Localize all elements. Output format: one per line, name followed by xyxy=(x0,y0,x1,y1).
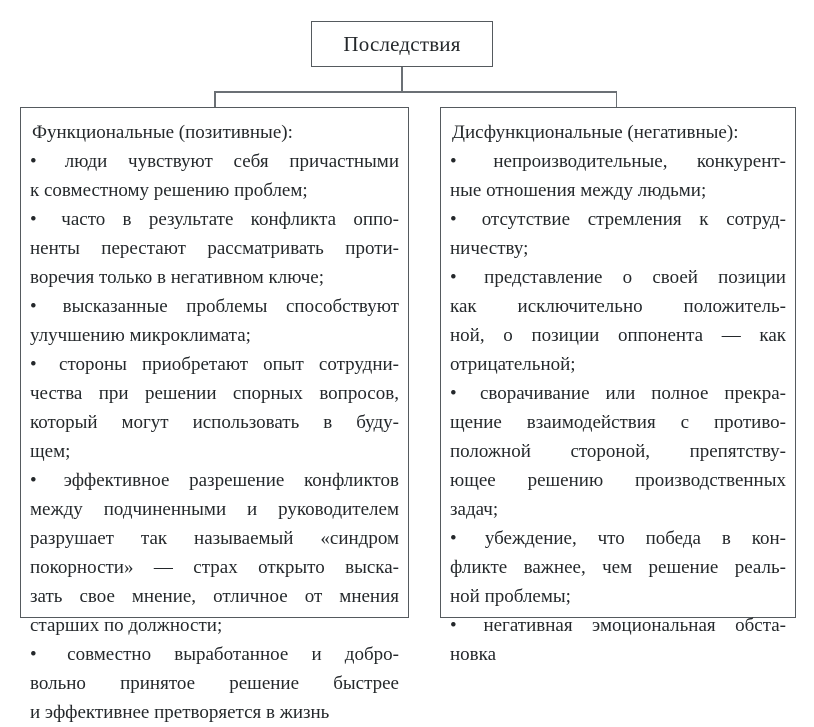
bullet-glyph-icon: • xyxy=(450,267,457,288)
panel-functional-heading: Функциональные (позитивные): xyxy=(32,122,293,143)
bullet-line: покорности» — страх открыто выска- xyxy=(30,557,399,578)
bullet-item xyxy=(30,640,399,727)
bullet-item xyxy=(30,147,399,205)
bullet-line: щем; xyxy=(30,441,71,462)
bullet-line: • непроизводительные, конкурент- xyxy=(450,147,786,176)
bullet-item xyxy=(450,611,786,669)
bullet-item xyxy=(450,524,786,611)
bullet-line: • высказанные проблемы способствуют xyxy=(30,292,399,321)
bullet-item xyxy=(30,205,399,292)
bullet-line: воречия только в негативном ключе; xyxy=(30,267,325,288)
bullet-glyph-icon: • xyxy=(450,528,457,549)
bullet-glyph-icon: • xyxy=(30,644,37,665)
panel-functional-list xyxy=(30,147,399,727)
panel-dysfunctional-heading: Дисфункциональные (негативные): xyxy=(452,122,739,143)
bullet-item xyxy=(30,350,399,466)
bullet-item xyxy=(450,263,786,379)
bullet-line: • совместно выработанное и добро- xyxy=(30,640,399,669)
bullet-line: • отсутствие стремления к сотруд- xyxy=(450,205,786,234)
panel-functional xyxy=(20,107,409,723)
bullet-item xyxy=(30,292,399,350)
bullet-glyph-icon: • xyxy=(450,151,457,172)
bullet-line: щение взаимодействия с противо- xyxy=(450,412,786,433)
connector-horizontal-bar xyxy=(214,91,617,93)
bullet-line: задач; xyxy=(450,499,499,520)
bullet-glyph-icon: • xyxy=(30,296,37,317)
root-node-consequences xyxy=(311,21,493,67)
bullet-line: ной проблемы; xyxy=(450,586,571,607)
bullet-glyph-icon: • xyxy=(450,383,457,404)
bullet-line: отрицательной; xyxy=(450,354,576,375)
bullet-line: и эффективнее претворяется в жизнь xyxy=(30,702,330,723)
bullet-line: ничеству; xyxy=(450,238,529,259)
bullet-line: который могут использовать в буду- xyxy=(30,412,399,433)
bullet-line: улучшению микроклимата; xyxy=(30,325,251,346)
bullet-glyph-icon: • xyxy=(30,151,37,172)
bullet-line: ющее решению производственных xyxy=(450,470,786,491)
bullet-line: ненты перестают рассматривать проти- xyxy=(30,238,399,259)
bullet-item xyxy=(450,379,786,524)
bullet-line: к совместному решению проблем; xyxy=(30,180,308,201)
bullet-line: новка xyxy=(450,644,497,665)
panel-dysfunctional-list xyxy=(450,147,786,669)
bullet-glyph-icon: • xyxy=(30,354,37,375)
bullet-line: • люди чувствуют себя причастными xyxy=(30,147,399,176)
bullet-line: разрушает так называемый «синдром xyxy=(30,528,399,549)
bullet-line: вольно принятое решение быстрее xyxy=(30,673,399,694)
bullet-glyph-icon: • xyxy=(450,615,457,636)
bullet-glyph-icon: • xyxy=(30,209,37,230)
bullet-line: • убеждение, что победа в кон- xyxy=(450,524,786,553)
bullet-line: • представление о своей позиции xyxy=(450,263,786,292)
bullet-line: ной, о позиции оппонента — как xyxy=(450,325,786,346)
bullet-line: зать свое мнение, отличное от мнения xyxy=(30,586,399,607)
connector-stem xyxy=(401,67,403,92)
bullet-line: • эффективное разрешение конфликтов xyxy=(30,466,399,495)
connector-drop-right xyxy=(616,91,618,108)
panel-dysfunctional xyxy=(440,107,796,665)
bullet-glyph-icon: • xyxy=(450,209,457,230)
bullet-line: как исключительно положитель- xyxy=(450,296,786,317)
bullet-line: старших по должности; xyxy=(30,615,223,636)
bullet-line: положной стороной, препятству- xyxy=(450,441,786,462)
bullet-item xyxy=(450,205,786,263)
bullet-line: • сворачивание или полное прекра- xyxy=(450,379,786,408)
bullet-line: ные отношения между людьми; xyxy=(450,180,707,201)
bullet-line: • часто в результате конфликта оппо- xyxy=(30,205,399,234)
bullet-line: между подчиненными и руководителем xyxy=(30,499,399,520)
bullet-line: чества при решении спорных вопросов, xyxy=(30,383,399,404)
bullet-line: • негативная эмоциональная обста- xyxy=(450,611,786,640)
bullet-line: • стороны приобретают опыт сотрудни- xyxy=(30,350,399,379)
connector-drop-left xyxy=(214,91,216,108)
bullet-item xyxy=(30,466,399,640)
root-node-label: Последствия xyxy=(343,31,461,56)
bullet-glyph-icon: • xyxy=(30,470,37,491)
bullet-item xyxy=(450,147,786,205)
bullet-line: фликте важнее, чем решение реаль- xyxy=(450,557,786,578)
